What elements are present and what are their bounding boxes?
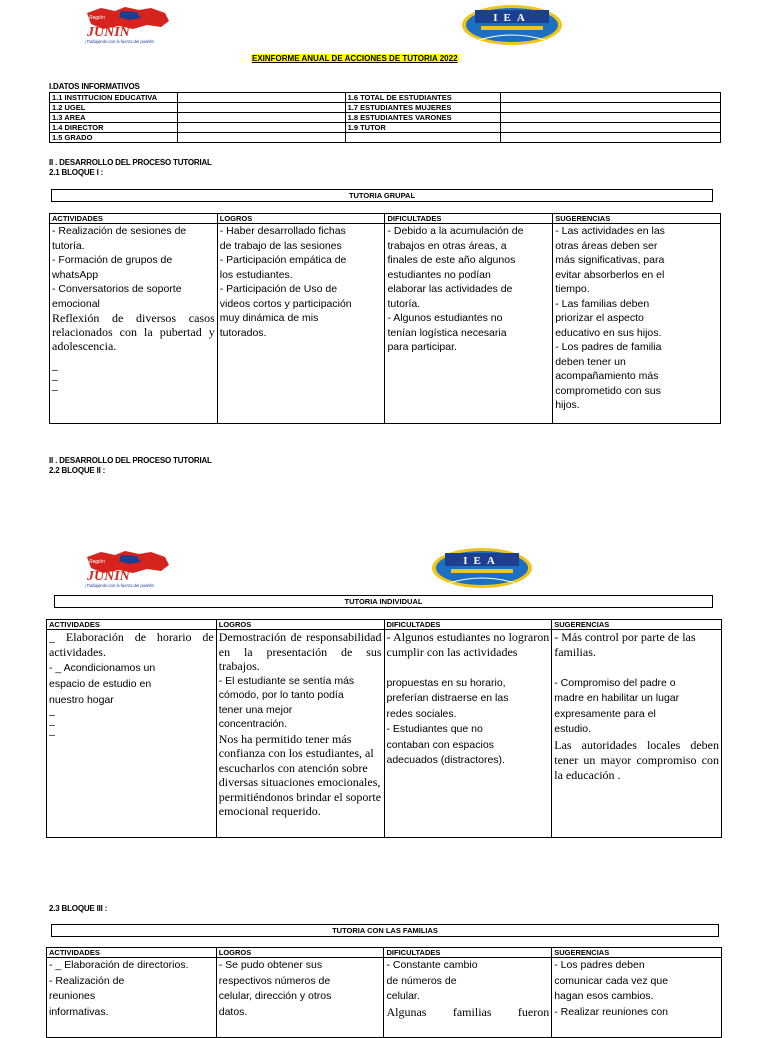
svg-text:JUNIN: JUNIN (87, 25, 130, 40)
header-logros: LOGROS (217, 214, 385, 224)
logros-cell: - Haber desarrollado fichas de trabajo de las sesiones - Participación empática de los estudiantes. - Participación de Uso de videos cortos y participación muy dinámica de mis tutorados. (217, 224, 385, 424)
section-desarrollo-heading-2: II . DESARROLLO DEL PROCESO TUTORIAL (49, 456, 212, 465)
tutoria-familias-box: TUTORIA CON LAS FAMILIAS (51, 924, 719, 937)
logros-cell: - Se pudo obtener sus respectivos números de celular, dirección y otros datos. (216, 958, 384, 1038)
tutoria-grupal-table (49, 213, 721, 424)
svg-text:¡Trabajando con la fuerza del: ¡Trabajando con la fuerza del pueblo! (85, 39, 155, 44)
datos-informativos-table (49, 92, 721, 143)
value-cell[interactable] (177, 103, 345, 113)
svg-text:IEA: IEA (463, 555, 501, 567)
table-row: 1.4 DIRECTOR 1.9 TUTOR (50, 123, 721, 133)
bloque-3-label: 2.3 BLOQUE III : (49, 904, 108, 913)
logros-cell: Demostración de responsabilidad en la presentación de sus trabajos. - El estudiante se sentía más cómodo, por lo tanto podía tener una mejor concentración. Nos ha permitido tener más confianza con los estudiantes, al escucharlos con atención sobre diversas situaciones emocionales, permitiéndonos brindar el soporte emocional requerido. (216, 630, 384, 838)
svg-text:Región: Región (89, 559, 105, 565)
header-dificultades: DIFICULTADES (384, 620, 552, 630)
sugerencias-cell: - Los padres deben comunicar cada vez que hagan esos cambios. - Realizar reuniones con (552, 958, 722, 1038)
value-cell[interactable] (177, 123, 345, 133)
junin-region-logo (81, 5, 173, 50)
tutoria-individual-box: TUTORIA INDIVIDUAL (54, 595, 713, 608)
header-sugerencias: SUGERENCIAS (552, 620, 722, 630)
table-row (50, 224, 721, 424)
dificultades-cell: - Constante cambio de números de celular. Algunas familias fueron (384, 958, 552, 1038)
iea-emblem-logo-2 (431, 547, 533, 594)
table-header-row (47, 620, 722, 630)
header-logros: LOGROS (216, 620, 384, 630)
bloque-1-label: 2.1 BLOQUE I : (49, 168, 104, 177)
section-datos-heading: I.DATOS INFORMATIVOS (49, 82, 140, 91)
value-cell[interactable] (501, 113, 721, 123)
value-cell[interactable] (177, 93, 345, 103)
svg-text:¡Trabajando con la fuerza del: ¡Trabajando con la fuerza del pueblo! (85, 583, 155, 588)
header-dificultades: DIFICULTADES (384, 948, 552, 958)
value-cell[interactable] (177, 113, 345, 123)
table-header-row (47, 948, 722, 958)
svg-text:IEA: IEA (493, 12, 531, 24)
table-row: 1.3 AREA 1.8 ESTUDIANTES VARONES (50, 113, 721, 123)
tutoria-grupal-box: TUTORIA GRUPAL (51, 189, 713, 202)
value-cell[interactable] (501, 123, 721, 133)
sugerencias-cell: - Más control por parte de las familias. - Compromiso del padre o madre en habilitar un lugar expresamente para el estudio. Las autoridades locales deben tener un mayor compromiso con la educación . (552, 630, 722, 838)
dificultades-cell: - Algunos estudiantes no lograron cumplir con las actividades propuestas en su horario, preferían distraerse en las redes sociales. - Estudiantes que no contaban con espacios adecuados (distractores). (384, 630, 552, 838)
dificultades-cell: - Debido a la acumulación de trabajos en otras áreas, a finales de este año algunos estudiantes no podían elaborar las actividades de tutoría. - Algunos estudiantes no tenían logística necesaria para participar. (385, 224, 553, 424)
svg-text:Región: Región (89, 15, 105, 21)
iea-emblem-logo (461, 4, 563, 51)
header-actividades: ACTIVIDADES (47, 948, 217, 958)
value-cell[interactable] (177, 133, 345, 143)
svg-text:JUNIN: JUNIN (87, 569, 130, 584)
section-desarrollo-heading: II . DESARROLLO DEL PROCESO TUTORIAL (49, 158, 212, 167)
table-row (47, 958, 722, 1038)
header-dificultades: DIFICULTADES (385, 214, 553, 224)
header-sugerencias: SUGERENCIAS (553, 214, 721, 224)
tutoria-familias-table (46, 947, 722, 1038)
actividades-cell: _ Elaboración de horario de actividades. - _ Acondicionamos un espacio de estudio en nuestro hogar – – – (47, 630, 217, 838)
table-row: 1.2 UGEL 1.7 ESTUDIANTES MUJERES (50, 103, 721, 113)
header-sugerencias: SUGERENCIAS (552, 948, 722, 958)
value-cell[interactable] (501, 103, 721, 113)
table-row: 1.5 GRADO (50, 133, 721, 143)
header-actividades: ACTIVIDADES (50, 214, 218, 224)
value-cell[interactable] (501, 133, 721, 143)
table-header-row (50, 214, 721, 224)
table-row (47, 630, 722, 838)
table-row: 1.1 INSTITUCION EDUCATIVA 1.6 TOTAL DE ESTUDIANTES (50, 93, 721, 103)
header-logros: LOGROS (216, 948, 384, 958)
header-actividades: ACTIVIDADES (47, 620, 217, 630)
value-cell[interactable] (501, 93, 721, 103)
actividades-cell: - _ Elaboración de directorios. - Realización de reuniones informativas. (47, 958, 217, 1038)
tutoria-individual-table (46, 619, 722, 838)
actividades-cell: - Realización de sesiones de tutoría. - Formación de grupos de whatsApp - Conversatorios de soporte emocional Reflexión de diversos casos relacionados con la pubertad y adolescencia. – – – (50, 224, 218, 424)
junin-region-logo-2 (81, 549, 173, 594)
bloque-2-label: 2.2 BLOQUE II : (49, 466, 106, 475)
sugerencias-cell: - Las actividades en las otras áreas deben ser más significativas, para evitar absorberlos en el tiempo. - Las familias deben priorizar el aspecto educativo en sus hijos. - Los padres de familia deben tener un acompañamiento más comprometido con sus hijos. (553, 224, 721, 424)
report-title: EXINFORME ANUAL DE ACCIONES DE TUTORIA 2022 (252, 54, 458, 63)
